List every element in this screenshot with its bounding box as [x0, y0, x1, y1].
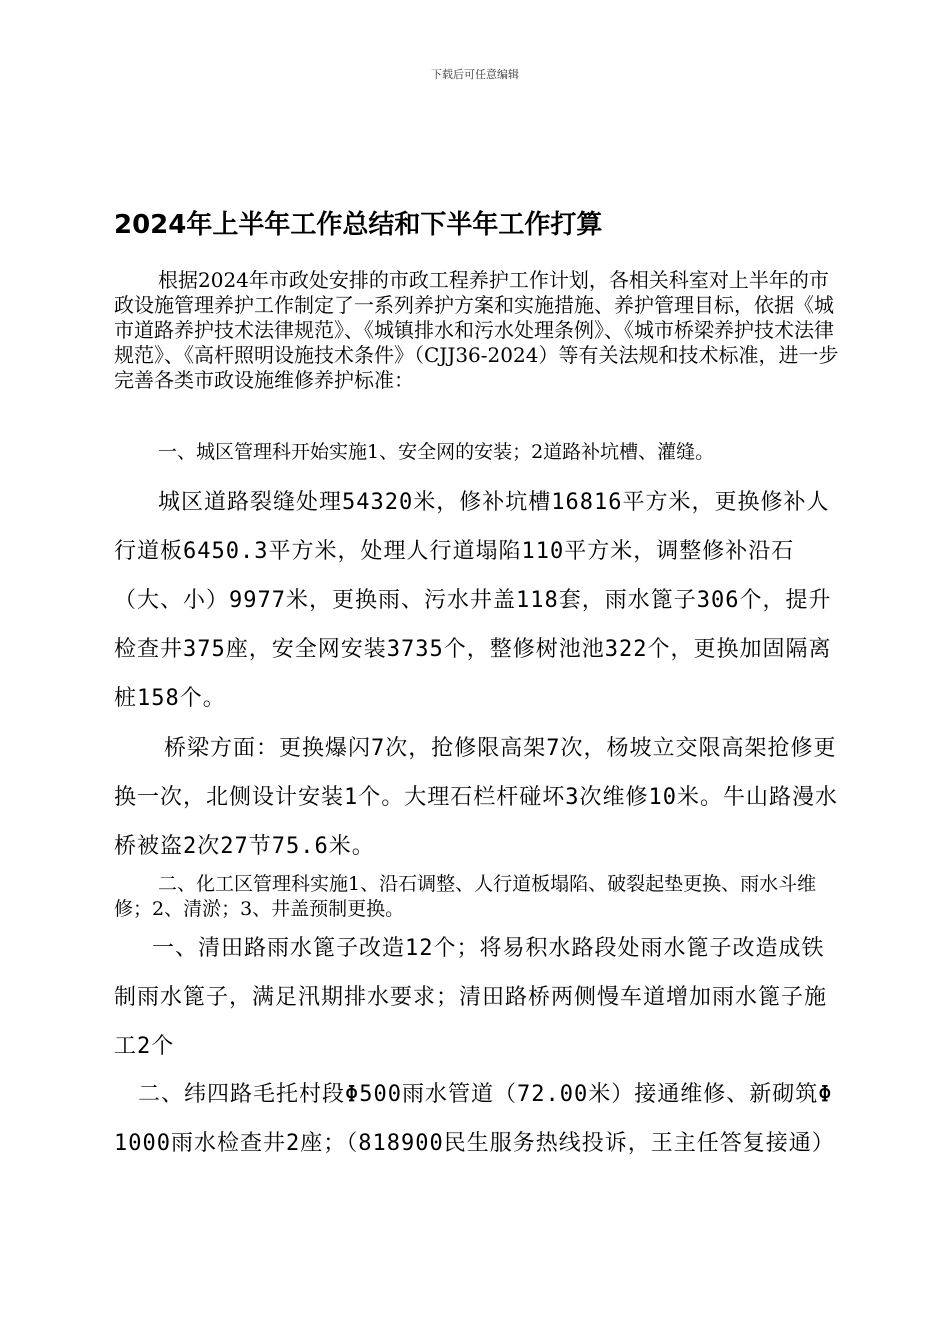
intro-paragraph: 根据2024年市政处安排的市政工程养护工作计划，各相关科室对上半年的市政设施管理养护工作制定了一系列养护方案和实施措施、养护管理目标，依据《城市道路养护技术法律规范》、《城镇排水和污水处理条例》、《城市桥梁养护技术法律规范》、《高杆照明设施技术条件》（CJJ36-2024）等有关法规和技术标准，进一步完善各类市政设施维修养护标准：	[114, 268, 839, 392]
item-1-paragraph: 一、清田路雨水篦子改造12个；将易积水路段处雨水篦子改造成铁制雨水篦子，满足汛期排水要求；清田路桥两侧慢车道增加雨水篦子施工2个	[114, 936, 828, 1059]
bridge-maintenance-paragraph: 桥梁方面：更换爆闪7次，抢修限高架7次，杨坡立交限高架抢修更换一次，北侧设计安装1个。大理石栏杆碰坏3次维修10米。牛山路漫水桥被盗2次27节75.6米。	[114, 736, 838, 859]
header-note: 下载后可任意编辑	[431, 68, 519, 81]
section-1-heading: 一、城区管理科开始实施1、安全网的安装；2道路补坑槽、灌缝。	[158, 441, 715, 463]
road-maintenance-paragraph: 城区道路裂缝处理54320米，修补坑槽16816平方米，更换修补人行道板6450.3平方米，处理人行道塌陷110平方米，调整修补沿石（大、小）9977米，更换雨、污水井盖118套，雨水篦子306个，提升检查井375座，安全网安装3735个，整修树池池322个，更换加固隔离桩158个。	[114, 490, 832, 711]
document-title: 2024年上半年工作总结和下半年工作打算	[114, 210, 603, 240]
item-2-paragraph: 二、纬四路毛托村段Φ500雨水管道（72.00米）接通维修、新砌筑Φ1000雨水检查井2座；（818900民生服务热线投诉，王主任答复接通）	[114, 1082, 835, 1156]
section-2-heading: 二、化工区管理科实施1、沿石调整、人行道板塌陷、破裂起垫更换、雨水斗维修；2、清淤；3、井盖预制更换。	[114, 873, 817, 920]
